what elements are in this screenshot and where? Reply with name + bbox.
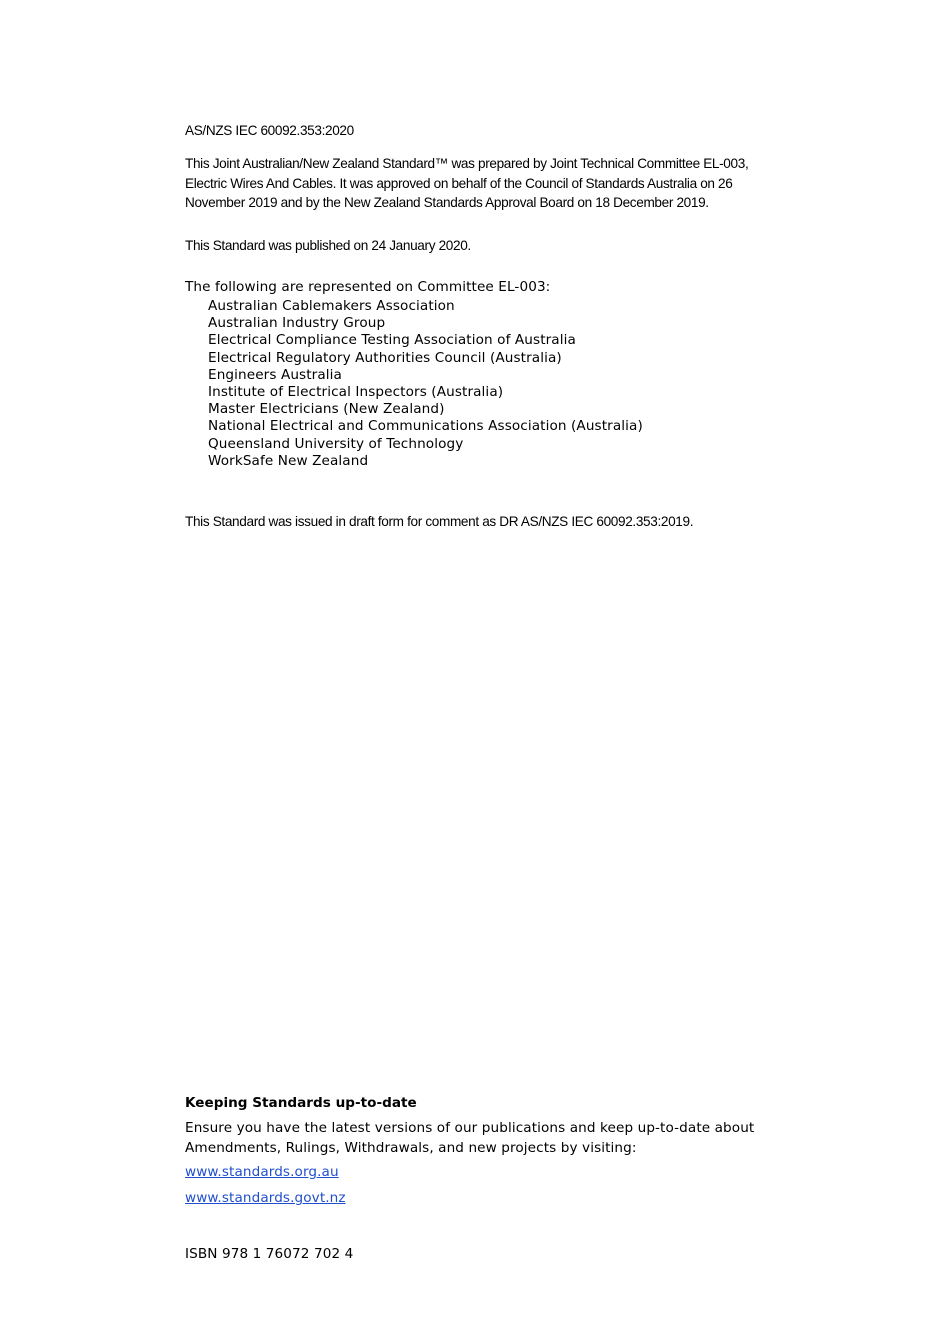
committee-member: Electrical Regulatory Authorities Council (Australia) <box>208 349 562 366</box>
committee-heading: The following are represented on Committee EL-003: <box>185 279 551 295</box>
committee-member: National Electrical and Communications Association (Australia) <box>208 418 643 435</box>
committee-member: Australian Industry Group <box>208 315 386 332</box>
isbn-number: ISBN 978 1 76072 702 4 <box>185 1246 354 1262</box>
committee-member: Queensland University of Technology <box>208 435 464 452</box>
keeping-up-to-date-heading: Keeping Standards up-to-date <box>185 1095 417 1111</box>
document-identifier: AS/NZS IEC 60092.353:2020 <box>185 123 354 138</box>
standards-nz-link[interactable]: www.standards.govt.nz <box>185 1190 346 1206</box>
committee-member: WorkSafe New Zealand <box>208 452 369 469</box>
preparation-statement: This Joint Australian/New Zealand Standard™ was prepared by Joint Technical Committee EL-003, Electric Wires And Cables. It was approved on behalf of the Council of Standards Australia on 26 November 2019 and by the New Zealand Standards Approval Board on 18 December 2019. <box>185 156 749 210</box>
committee-member: Institute of Electrical Inspectors (Australia) <box>208 384 504 401</box>
standards-australia-link[interactable]: www.standards.org.au <box>185 1164 339 1180</box>
committee-member: Engineers Australia <box>208 366 342 383</box>
draft-issue-note: This Standard was issued in draft form for comment as DR AS/NZS IEC 60092.353:2019. <box>185 514 694 529</box>
keeping-up-to-date-text: Ensure you have the latest versions of our publications and keep up-to-date about Amendments, Rulings, Withdrawals, and new projects by visiting: <box>185 1120 755 1156</box>
committee-member: Master Electricians (New Zealand) <box>208 401 445 418</box>
committee-member: Electrical Compliance Testing Association of Australia <box>208 332 576 349</box>
committee-member-list <box>208 298 643 470</box>
committee-member: Australian Cablemakers Association <box>208 298 455 314</box>
publication-date-statement: This Standard was published on 24 January 2020. <box>185 238 471 253</box>
